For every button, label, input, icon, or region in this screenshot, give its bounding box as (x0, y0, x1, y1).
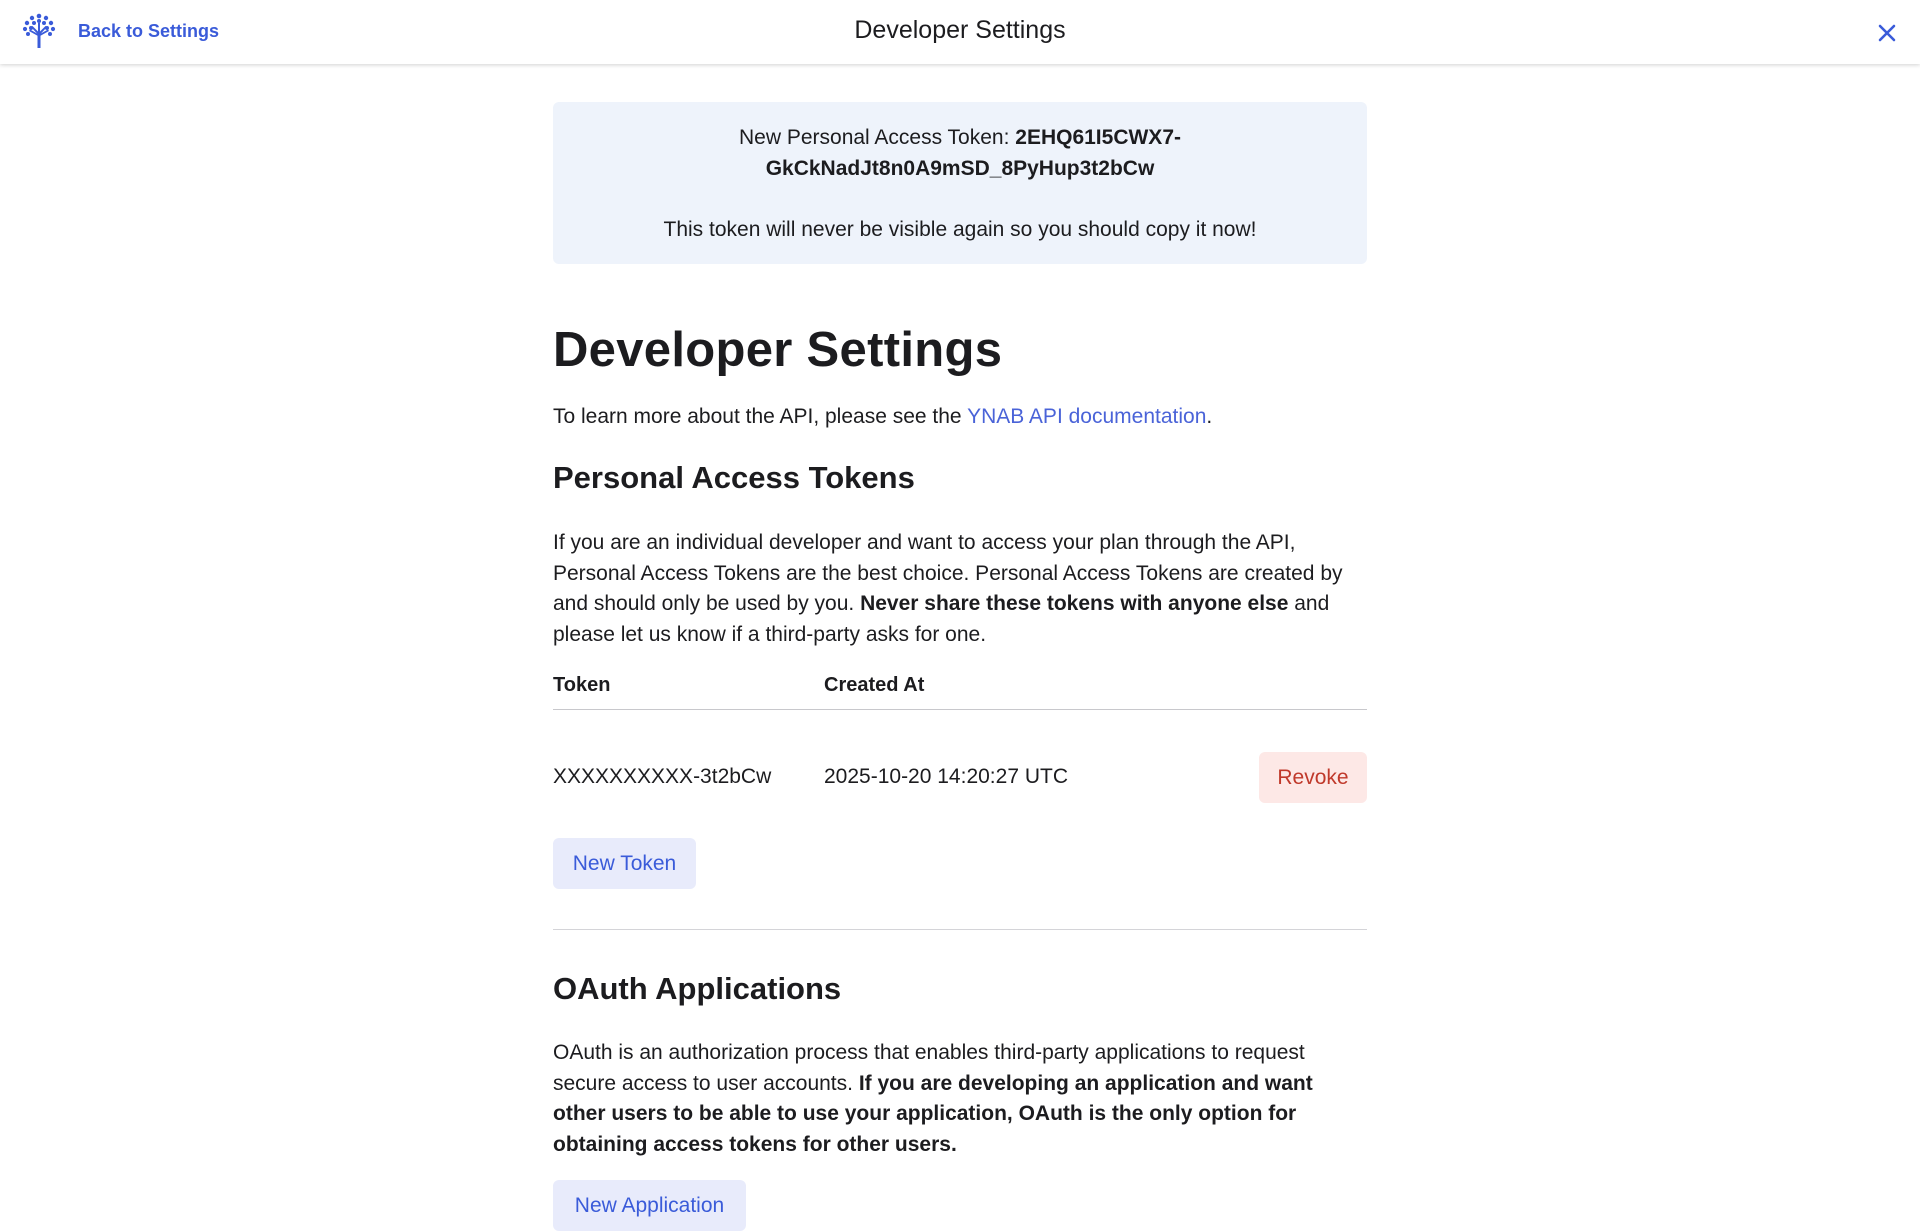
column-header-created-at: Created At (824, 674, 925, 696)
banner-note: This token will never be visible again so you should copy it now! (663, 218, 1257, 241)
created-at-cell: 2025-10-20 14:20:27 UTC (824, 765, 1068, 788)
api-intro-text (553, 402, 1367, 432)
token-cell: XXXXXXXXXX-3t2bCw (553, 765, 772, 788)
pat-desc-warning: Never share these tokens with anyone else (860, 592, 1289, 615)
pat-desc-part1: If you are an individual developer and want to access your plan through the API, Personal Access Tokens are the best choice. Personal Access Tokens are created by and should only be used by you. (553, 531, 1343, 615)
banner-token-line (553, 122, 1367, 153)
personal-access-tokens-description (553, 528, 1367, 650)
oauth-desc-emphasis: If you are developing an application and want other users to be able to use your application, OAuth is the only option for obtaining access tokens for other users. (553, 1071, 1313, 1156)
tokens-table-header (553, 672, 1367, 710)
personal-access-tokens-heading: Personal Access Tokens (553, 460, 915, 495)
oauth-description (553, 1038, 1367, 1160)
api-documentation-link[interactable]: YNAB API documentation (967, 405, 1207, 428)
new-token-banner (553, 102, 1367, 264)
banner-token-part1: 2EHQ61I5CWX7- (1015, 126, 1181, 149)
oauth-desc-part1: OAuth is an authorization process that enables third-party applications to request secure access to user accounts. (553, 1041, 1305, 1095)
page-title: Developer Settings (553, 323, 1003, 377)
table-row (553, 740, 1367, 814)
pat-desc-part2: and please let us know if a third-party asks for one. (553, 592, 1330, 646)
revoke-button[interactable]: Revoke (1259, 752, 1367, 803)
top-bar-title: Developer Settings (854, 16, 1066, 44)
column-header-token: Token (553, 674, 611, 696)
new-application-button[interactable]: New Application (553, 1180, 746, 1231)
new-token-button[interactable]: New Token (553, 838, 696, 889)
intro-prefix: To learn more about the API, please see the (553, 405, 968, 428)
top-bar (0, 0, 1920, 64)
section-divider (553, 929, 1367, 930)
banner-token-prefix: New Personal Access Token: (739, 126, 1016, 149)
banner-token-part2: GkCkNadJt8n0A9mSD_8PyHup3t2bCw (765, 157, 1155, 180)
intro-suffix: . (1206, 405, 1213, 428)
close-icon[interactable] (1876, 22, 1898, 44)
back-to-settings-link[interactable]: Back to Settings (78, 21, 220, 41)
oauth-applications-heading: OAuth Applications (553, 971, 842, 1006)
